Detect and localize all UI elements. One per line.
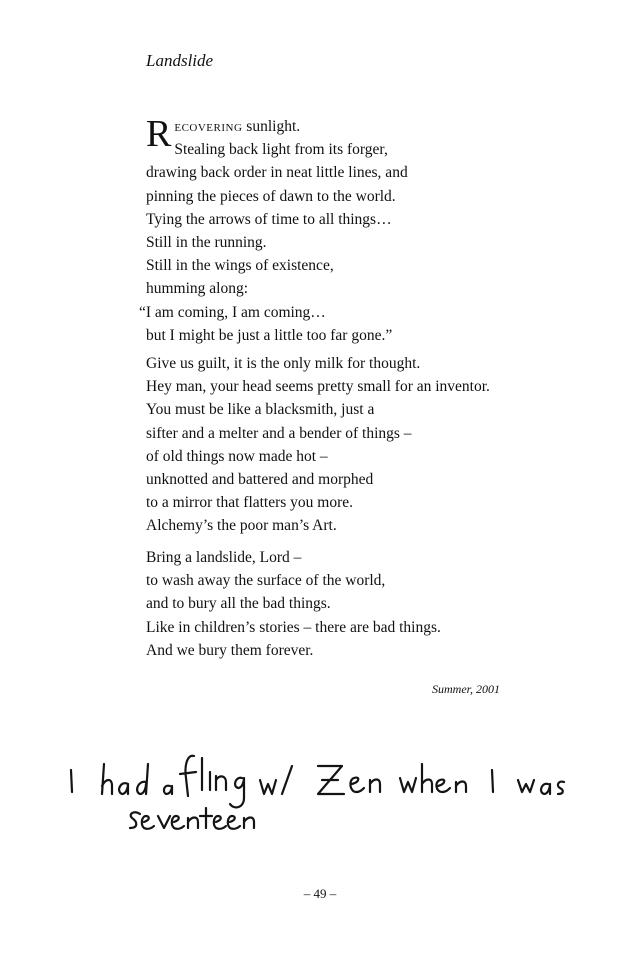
poem-title: Landslide: [146, 51, 214, 70]
page-number: – 49 –: [303, 886, 337, 901]
poem-line: Stealing back light from its forger,: [174, 141, 388, 159]
poem-line: Alchemy’s the poor man’s Art.: [146, 517, 337, 535]
poem-line: and to bury all the bad things.: [146, 595, 331, 613]
drop-cap: R: [146, 113, 172, 155]
poem-date: Summer, 2001: [432, 682, 500, 696]
poem-line: And we bury them forever.: [146, 641, 314, 659]
poem-line: You must be like a blacksmith, just a: [146, 401, 375, 419]
poem-line: Still in the running.: [146, 234, 267, 252]
stanza-2: [146, 352, 490, 538]
poem-line: sifter and a melter and a bender of things –: [146, 424, 412, 442]
poem-line: Give us guilt, it is the only milk for thought.: [146, 355, 421, 372]
poem-line: of old things now made hot –: [146, 447, 328, 465]
opening-rest: sunlight.: [242, 118, 301, 135]
poem-line: Still in the wings of existence,: [146, 257, 334, 275]
poem-line: Hey man, your head seems pretty small for an inventor.: [146, 378, 490, 396]
poem-line: to wash away the surface of the world,: [146, 572, 386, 590]
poem-line: but I might be just a little too far gone.”: [146, 326, 393, 344]
poem-line: Bring a landslide, Lord –: [146, 549, 302, 566]
poem-line: Like in children’s stories – there are bad things.: [146, 618, 441, 636]
stanza-1: [139, 113, 408, 347]
poem-line: Tying the arrows of time to all things…: [146, 210, 392, 228]
handwritten-note: [60, 748, 570, 838]
opening-small-caps: ecovering: [174, 118, 243, 135]
poem-line: to a mirror that flatters you more.: [146, 494, 354, 512]
poem-line: unknotted and battered and morphed: [146, 471, 374, 489]
poem-line: humming along:: [146, 280, 249, 298]
poem-line: pinning the pieces of dawn to the world.: [146, 187, 396, 205]
stanza-3: [146, 546, 441, 662]
poem-line: drawing back order in neat little lines, and: [146, 164, 408, 182]
poem-line: “I am coming, I am coming…: [139, 303, 326, 321]
